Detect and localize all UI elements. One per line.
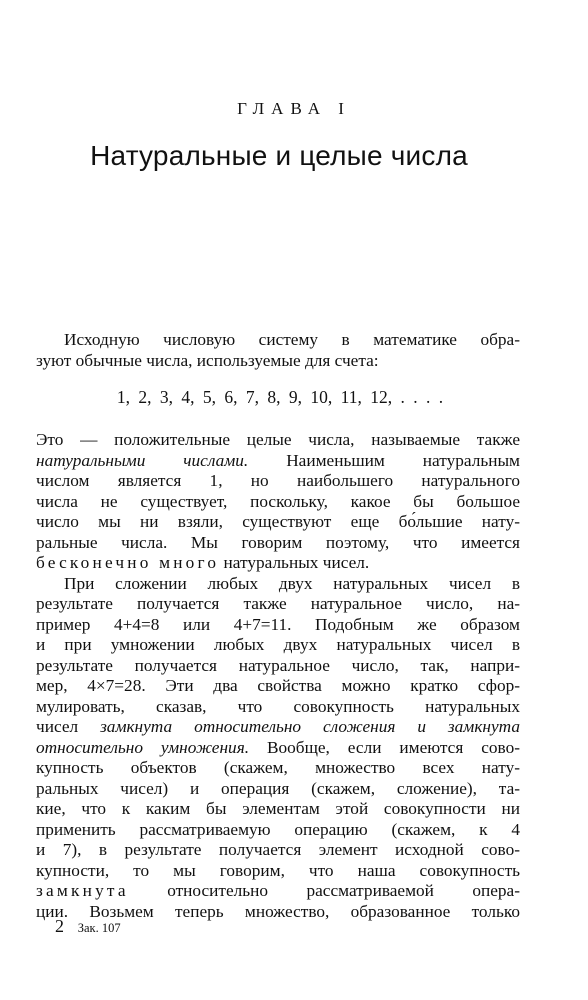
main-paragraphs bbox=[36, 430, 520, 922]
natural-numbers-sequence: 1, 2, 3, 4, 5, 6, 7, 8, 9, 10, 11, 12, . . . . bbox=[116, 387, 444, 407]
emphasis-text: натуральными числами. bbox=[36, 450, 249, 470]
text-line: результате получается натуральное число, так, напри- bbox=[36, 655, 520, 675]
text-line: относительно умножения. Вообще, если имеются сово- bbox=[36, 737, 520, 757]
page-footer bbox=[55, 916, 121, 937]
emphasis-text: замкнута относительно сложения и замкнута bbox=[100, 717, 520, 736]
text-line: Это — положительные целые числа, называемые также bbox=[36, 430, 520, 449]
text-line: числа не существует, поскольку, какое бы большое bbox=[36, 491, 520, 511]
intro-paragraph bbox=[36, 330, 520, 371]
text-line: и при умножении любых двух натуральных чисел в bbox=[36, 635, 520, 654]
text-line: ральных чисел) и операция (скажем, сложение), та- bbox=[36, 778, 520, 798]
text-line: мулировать, сказав, что совокупность натуральных bbox=[36, 696, 520, 716]
text-line: число мы ни взяли, существуют еще бо́льшие нату- bbox=[36, 512, 520, 531]
text-line: бесконечно много натуральных чисел. bbox=[36, 553, 370, 572]
print-order-number: Зак. 107 bbox=[77, 921, 121, 935]
text-line: чисел замкнута относительно сложения и замкнута bbox=[36, 717, 520, 736]
text-line: мер, 4×7=28. Эти два свойства можно кратко сфор- bbox=[36, 676, 520, 695]
text-line: купность объектов (скажем, множество всех нату- bbox=[36, 758, 520, 777]
text-line: Исходную числовую систему в математике обра- bbox=[64, 330, 520, 349]
text-line: результате получается также натуральное число, на- bbox=[36, 594, 520, 613]
text-line: числом является 1, но наибольшего натурального bbox=[36, 471, 520, 490]
text-line: зуют обычные числа, используемые для счета: bbox=[36, 350, 379, 370]
emphasis-text: относительно умножения. bbox=[36, 737, 250, 757]
text-line: При сложении любых двух натуральных чисел в bbox=[64, 573, 520, 593]
spaced-emphasis-text: бесконечно много bbox=[36, 553, 220, 572]
text-line: ральные числа. Мы говорим поэтому, что имеется bbox=[36, 532, 520, 552]
spaced-emphasis-text: замкнута bbox=[36, 881, 129, 900]
text-line: кие, что к каким бы элементам этой совокупности ни bbox=[36, 799, 520, 818]
text-line: ции. Возьмем теперь множество, образованное только bbox=[36, 901, 520, 921]
text-line: применить рассматриваемую операцию (скажем, к 4 bbox=[36, 819, 520, 839]
chapter-title: Натуральные и целые числа bbox=[90, 140, 468, 171]
text-line: замкнута относительно рассматриваемой опера- bbox=[36, 881, 520, 900]
signature-mark: 2 bbox=[55, 916, 64, 936]
text-line: пример 4+4=8 или 4+7=11. Подобным же образом bbox=[36, 614, 520, 634]
chapter-label: ГЛАВА I bbox=[237, 99, 351, 118]
text-line: купности, то мы говорим, что наша совокупность bbox=[36, 860, 520, 880]
text-line: натуральными числами. Наименьшим натуральным bbox=[36, 450, 520, 470]
text-line: и 7), в результате получается элемент исходной сово- bbox=[36, 840, 520, 859]
